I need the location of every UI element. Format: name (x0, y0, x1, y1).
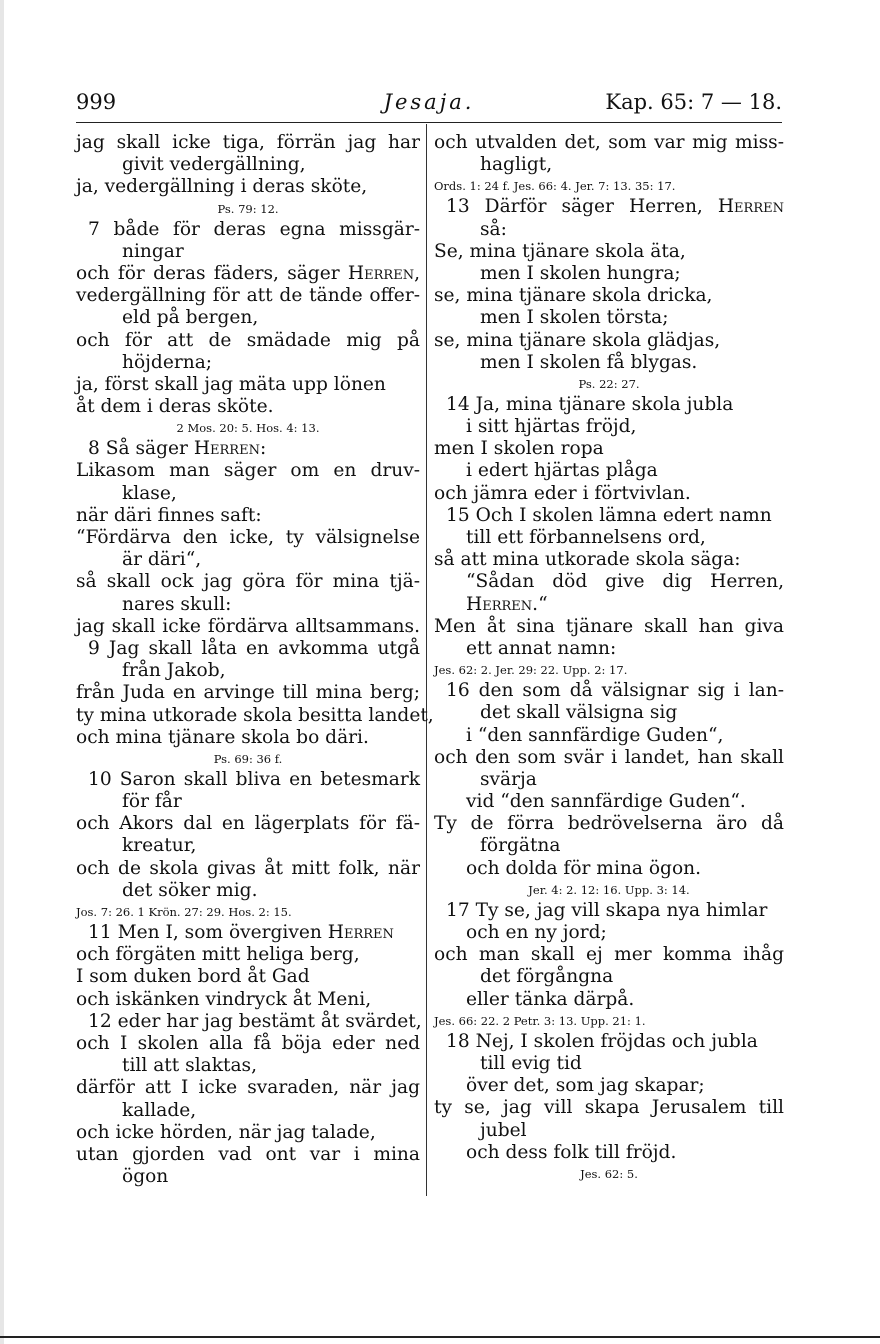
indented-line: i “den sannfärdige Guden“, (466, 724, 724, 746)
continuation-line: nares skull: (122, 593, 232, 615)
cross-reference: Jos. 7: 26. 1 Krön. 27: 29. Hos. 2: 15. (76, 905, 292, 919)
verse-start-line: 12 eder har jag bestämt åt svärdet, (88, 1010, 422, 1032)
text-line: jag skall icke fördärva alltsammans. (76, 615, 420, 637)
indented-line: ett annat namn: (466, 637, 617, 659)
indented-line: till ett förbannelsens ord, (466, 527, 706, 548)
continuation-line: kreatur, (122, 835, 197, 857)
indented-line: och dolda för mina ögon. (466, 857, 702, 879)
text-line: och icke hörden, när jag talade, (76, 1121, 376, 1143)
verse-start-line: 18 Nej, I skolen fröjdas och jubla (446, 1030, 758, 1052)
verse-start-line: 14 Ja, mina tjänare skola jubla (446, 393, 734, 415)
text-line: Men åt sina tjänare skall han giva (434, 615, 784, 637)
continuation-line: höjderna; (122, 351, 213, 373)
cross-reference: 2 Mos. 20: 5. Hos. 4: 13. (176, 421, 320, 436)
text-line: därför att I icke svaraden, när jag (76, 1077, 420, 1099)
verse-start-line: 9 Jag skall låta en avkomma utgå (88, 637, 420, 659)
continuation-line: till att slaktas, (122, 1055, 258, 1077)
text-line: och för att de smädade mig på (76, 329, 420, 351)
text-line: ja, först skall jag mäta upp lönen (76, 373, 386, 395)
indented-line: och en ny jord; (466, 922, 607, 943)
text-line: ty se, jag vill skapa Jerusalem till (434, 1097, 784, 1119)
continuation-line: från Jakob, (122, 660, 226, 682)
text-line: ja, vedergällning i deras sköte, (76, 176, 368, 198)
indented-line: i edert hjärtas plåga (466, 460, 658, 482)
page-bottom-edge (0, 1336, 880, 1338)
text-line: jag skall icke tiga, förrän jag har (76, 132, 420, 153)
indented-line: eller tänka därpå. (466, 988, 635, 1010)
text-line: från Juda en arvinge till mina berg; (76, 682, 420, 704)
text-line: I som duken bord åt Gad (76, 966, 310, 988)
text-line: Ty de förra bedrövelserna äro då (434, 813, 784, 835)
text-line: men I skolen ropa (434, 438, 604, 460)
verse-start-line: 8 Så säger Herren: (88, 438, 267, 460)
text-line: och man skall ej mer komma ihåg (434, 944, 784, 966)
text-line: och förgäten mitt heliga berg, (76, 944, 360, 966)
text-line: se, mina tjänare skola glädjas, (434, 329, 721, 351)
continuation-line: givit vedergällning, (122, 154, 306, 176)
text-line: och mina tjänare skola bo däri. (76, 726, 369, 748)
continuation-line: det söker mig. (122, 879, 258, 901)
text-line: så skall ock jag göra för mina tjä- (76, 571, 420, 593)
verse-start-line: 13 Därför säger Herren, Herren (446, 196, 784, 218)
continuation-line: svärja (480, 768, 537, 790)
header-rule (76, 122, 782, 123)
cross-reference: Ps. 22: 27. (578, 376, 640, 391)
text-line: och för deras fäders, säger Herren, (76, 262, 420, 284)
right-column (434, 132, 784, 1184)
continuation-line: men I skolen få blygas. (480, 351, 698, 373)
text-line: och den som svär i landet, han skall (434, 746, 784, 768)
text-line: och de skola givas åt mitt folk, när (76, 857, 420, 879)
text-line: “Fördärva den icke, ty välsignelse (76, 527, 420, 548)
text-line: ty mina utkorade skola besitta landet, (76, 704, 434, 726)
text-line: och jämra eder i förtvivlan. (434, 482, 691, 504)
text-line: vedergällning för att de tände offer- (76, 285, 420, 307)
text-line: och utvalden det, som var mig miss- (434, 132, 784, 153)
cross-reference: Jer. 4: 2. 12: 16. Upp. 3: 14. (528, 882, 690, 897)
text-line: Se, mina tjänare skola äta, (434, 240, 686, 262)
continuation-line: till evig tid (480, 1052, 582, 1074)
page-header (76, 90, 782, 118)
cross-reference: Ps. 69: 36 f. (213, 751, 283, 766)
indented-line: vid “den sannfärdige Guden“. (466, 791, 746, 813)
cross-reference: Jes. 62: 2. Jer. 29: 22. Upp. 2: 17. (434, 663, 628, 678)
text-line: när däri finnes saft: (76, 504, 262, 526)
book-title: Jesaja. (383, 90, 475, 114)
verse-start-line: 10 Saron skall bliva en betesmark (88, 768, 420, 790)
scan-edge (0, 0, 4, 1344)
text-line: åt dem i deras sköte. (76, 396, 274, 418)
continuation-line: är däri“, (122, 549, 202, 571)
continuation-line: för får (122, 791, 182, 813)
verse-start-line: 17 Ty se, jag vill skapa nya himlar (446, 899, 768, 921)
continuation-line: men I skolen törsta; (480, 307, 669, 329)
cross-reference: Ords. 1: 24 f. Jes. 66: 4. Jer. 7: 13. 35: 17. (434, 179, 676, 194)
continuation-line: hagligt, (480, 154, 553, 176)
continuation-line: men I skolen hungra; (480, 262, 681, 284)
cross-reference: Ps. 79: 12. (217, 201, 279, 216)
cross-reference: Jes. 66: 22. 2 Petr. 3: 13. Upp. 21: 1. (434, 1013, 646, 1028)
continuation-line: eld på bergen, (122, 307, 259, 329)
indented-line: och dess folk till fröjd. (466, 1141, 677, 1163)
text-line: se, mina tjänare skola dricka, (434, 285, 713, 307)
text-line: och I skolen alla få böja eder ned (76, 1032, 420, 1054)
continuation-line: ningar (122, 240, 184, 262)
left-column (76, 132, 434, 1188)
text-line: så att mina utkorade skola säga: (434, 549, 741, 571)
column-divider (426, 124, 427, 1196)
indented-line: “Sådan död give dig Herren, (466, 571, 784, 593)
verse-start-line: 7 både för deras egna missgär- (88, 218, 420, 240)
indented-line: i sitt hjärtas fröjd, (466, 416, 637, 438)
verse-start-line: 15 Och I skolen lämna edert namn (446, 504, 772, 526)
text-line: och Akors dal en lägerplats för fä- (76, 813, 420, 835)
page-number: 999 (76, 90, 117, 114)
continuation-line: det skall välsigna sig (480, 702, 678, 724)
continuation-line: klase, (122, 482, 177, 504)
verse-start-line: 16 den som då välsignar sig i lan- (446, 680, 784, 702)
chapter-reference: Kap. 65: 7 — 18. (605, 90, 782, 114)
verse-start-line: 11 Men I, som övergiven Herren (88, 922, 394, 943)
cross-reference: Jes. 62: 5. (580, 1166, 638, 1181)
continuation-line: jubel (480, 1119, 527, 1141)
indented-line: Herren.“ (466, 593, 548, 615)
continuation-line: det förgångna (480, 966, 614, 988)
text-line: Likasom man säger om en druv- (76, 460, 420, 482)
indented-line: över det, som jag skapar; (466, 1075, 705, 1097)
continuation-line: ögon (122, 1166, 169, 1188)
text-line: utan gjorden vad ont var i mina (76, 1143, 420, 1165)
continuation-line: kallade, (122, 1099, 197, 1121)
text-line: och iskänken vindryck åt Meni, (76, 988, 372, 1010)
continuation-line: förgätna (480, 835, 561, 857)
continuation-line: så: (480, 218, 507, 240)
